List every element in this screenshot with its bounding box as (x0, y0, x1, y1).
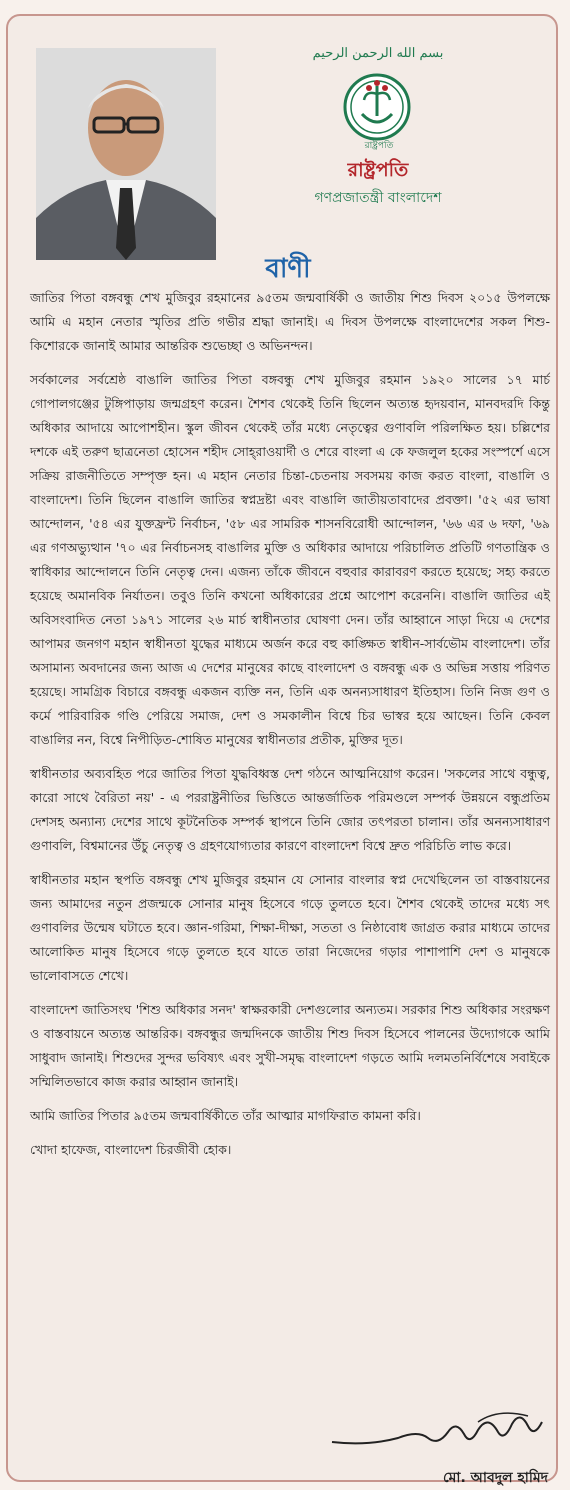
paragraph: স্বাধীনতার মহান স্থপতি বঙ্গবন্ধু শেখ মুজিবুর রহমান যে সোনার বাংলার স্বপ্ন দেখেছিলেন তা বাস্তবায়নের জন্য আমাদের নতুন প্রজন্মকে সোনার মানুষ হিসেবে গড়ে তুলতে হবে। শৈশব থেকেই তাদের মধ্যে সৎ গুণাবলির উন্মেষ ঘটাতে হবে। জ্ঞান-গরিমা, শিক্ষা-দীক্ষা, সততা ও নিষ্ঠাবোধ জাগ্রত করার মাধ্যমে তাদের আলোকিত মানুষ হিসেবে গড়ে তুলতে হবে যাতে তারা নিজেদের গড়ার পাশাপাশি দেশ ও মানুষকে ভালোবাসতে শেখে। (30, 872, 550, 983)
signer-name: মো. আবদুল হামিদ (442, 1470, 548, 1486)
message-heading: বাণী (265, 254, 311, 284)
paragraph: স্বাধীনতার অব্যবহিত পরে জাতির পিতা যুদ্ধবিধ্বস্ত দেশ গঠনে আত্মনিয়োগ করেন। 'সকলের সাথে বন্ধুত্ব, কারো সাথে বৈরিতা নয়' - এ পররাষ্ট্রনীতির ভিত্তিতে আন্তর্জাতিক পরিমণ্ডলে সম্পর্ক উন্নয়নে বন্ধুপ্রতিম দেশসহ অন্যান্য দেশের সাথে কূটনৈতিক সম্পর্ক স্থাপনে তিনি জোর তৎপরতা চালান। তাঁর অনন্যসাধারণ গুণাবলি, বিশ্বমানের উঁচু নেতৃত্ব ও গ্রহণযোগ্যতার কারণে বাংলাদেশ বিশ্বে দ্রুত পরিচিতি লাভ করে। (30, 766, 550, 853)
paragraph: বাংলাদেশ জাতিসংঘ 'শিশু অধিকার সনদ' স্বাক্ষরকারী দেশগুলোর অন্যতম। সরকার শিশু অধিকার সংরক্ষণ ও বাস্তবায়নে অত্যন্ত আন্তরিক। বঙ্গবন্ধুর জন্মদিনকে জাতীয় শিশু দিবস হিসেবে পালনের উদ্যোগকে আমি সাধুবাদ জানাই। শিশুদের সুন্দর ভবিষ্যৎ এবং সুখী-সমৃদ্ধ বাংলাদেশ গড়তে আমি দলমতনির্বিশেষে সবাইকে সম্মিলিতভাবে কাজ করার আহ্বান জানাই। (30, 1002, 550, 1089)
president-title: রাষ্ট্রপতি (347, 159, 409, 181)
paragraph: সর্বকালের সর্বশ্রেষ্ঠ বাঙালি জাতির পিতা বঙ্গবন্ধু শেখ মুজিবুর রহমান ১৯২০ সালের ১৭ মার্চ গোপালগঞ্জের টুঙ্গিপাড়ায় জন্মগ্রহণ করেন। শৈশব থেকেই তিনি ছিলেন অত্যন্ত হৃদয়বান, মানবদরদি কিন্তু অধিকার আদায়ে আপোশহীন। স্কুল জীবন থেকেই তাঁর মধ্যে নেতৃত্বের গুণাবলি পরিলক্ষিত হয়। চল্লিশের দশকে এই তরুণ ছাত্রনেতা হোসেন শহীদ সোহ্‌রাওয়ার্দী ও শেরে বাংলা এ কে ফজলুল হকের সংস্পর্শে এসে সক্রিয় রাজনীতিতে সম্পৃক্ত হন। এ মহান নেতার চিন্তা-চেতনায় সবসময় কাজ করত বাংলা, বাঙালি ও বাংলাদেশ। তিনি ছিলেন বাঙালি জাতির স্বপ্নদ্রষ্টা এবং বাঙালি জাতীয়তাবাদের প্রবক্তা। '৫২ এর ভাষা আন্দোলন, '৫৪ এর যুক্তফ্রন্ট নির্বাচন, '৫৮ এর সামরিক শাসনবিরোধী আন্দোলন, '৬৬ এর ৬ দফা, '৬৯ এর গণঅভ্যুত্থান '৭০ এর নির্বাচনসহ বাঙালির মুক্তি ও অধিকার আদায়ে পরিচালিত প্রতিটি গণতান্ত্রিক ও স্বাধিকার আন্দোলনে তিনি নেতৃত্ব দেন। এজন্য তাঁকে জীবনে বহুবার কারাবরণ করতে হয়েছে; সহ্য করতে হয়েছে অমানবিক নির্যাতন। তবুও তিনি কখনো অধিকারের প্রশ্নে আপোশ করেননি। বাঙালি জাতির এই অবিসংবাদিত নেতা ১৯৭১ সালের ২৬ মার্চ স্বাধীনতার ঘোষণা দেন। তাঁর আহ্বানে সাড়া দিয়ে এ দেশের আপামর জনগণ মহান স্বাধীনতা যুদ্ধের মাধ্যমে অর্জন করে বহু কাঙ্ক্ষিত স্বাধীন-সার্বভৌম বাংলাদেশ। তাঁর অসামান্য অবদানের জন্য আজ এ দেশের মানুষের কাছে বাংলাদেশ ও বঙ্গবন্ধু এক ও অভিন্ন সত্তায় পরিণত হয়েছে। সামগ্রিক বিচারে বঙ্গবন্ধু একজন ব্যক্তি নন, তিনি এক অনন্যসাধারণ ইতিহাস। তিনি নিজ গুণ ও কর্মে পারিবারিক গণ্ডি পেরিয়ে সমাজ, দেশ ও সমকালীন বিশ্বে চির ভাস্বর হয়ে আছেন। তিনি কেবল বাঙালির নন, বিশ্বে নিপীড়িত-শোষিত মানুষের স্বাধীনতার প্রতীক, মুক্তির দূত। (30, 372, 550, 747)
emblem-caption: রাষ্ট্রপতি (364, 141, 394, 151)
message-card (6, 14, 558, 1486)
paragraph: আমি জাতির পিতার ৯৫তম জন্মবার্ষিকীতে তাঁর আত্মার মাগফিরাত কামনা করি। (30, 1108, 421, 1123)
signature-icon (328, 1402, 548, 1462)
paragraph: খোদা হাফেজ, বাংলাদেশ চিরজীবী হোক। (30, 1142, 232, 1157)
paragraph: জাতির পিতা বঙ্গবন্ধু শেখ মুজিবুর রহমানের ৯৫তম জন্মবার্ষিকী ও জাতীয় শিশু দিবস ২০১৫ উপলক্ষে আমি এ মহান নেতার স্মৃতির প্রতি গভীর শ্রদ্ধা জানাই। এ দিবস উপলক্ষে বাংলাদেশের সকল শিশু-কিশোরকে জানাই আমার আন্তরিক শুভেচ্ছা ও অভিনন্দন। (30, 290, 550, 353)
portrait-illustration (36, 48, 216, 260)
country-subtitle: গণপ্রজাতন্ত্রী বাংলাদেশ (314, 190, 442, 206)
portrait-photo (36, 48, 216, 260)
bismillah-calligraphy: بسم الله الرحمن الرحيم (312, 46, 444, 61)
message-body (30, 286, 550, 1172)
